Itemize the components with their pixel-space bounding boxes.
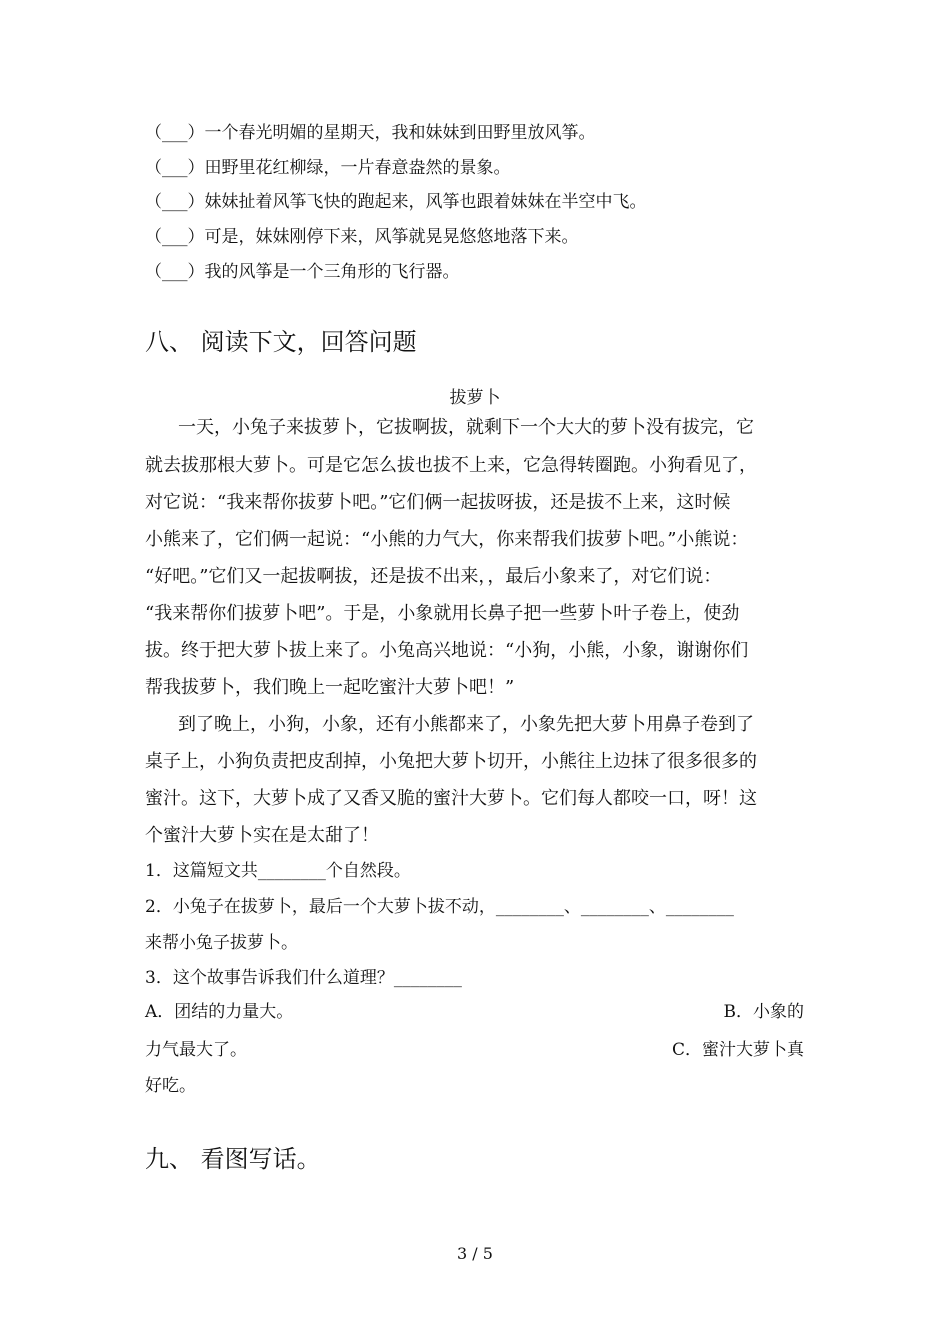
question-2-continued: 来帮小兔子拔萝卜。 — [145, 933, 298, 953]
order-item-5: （___）我的风筝是一个三角形的飞行器。 — [145, 262, 460, 282]
page-number: 3 / 5 — [457, 1244, 493, 1263]
section-9-heading: 九、 看图写话。 — [145, 1145, 321, 1173]
story-title: 拔萝卜 — [449, 388, 501, 408]
option-c: C．蜜汁大萝卜真 — [671, 1040, 804, 1060]
order-item-1: （___）一个春光明媚的星期天，我和妹妹到田野里放风筝。 — [145, 123, 596, 143]
question-1: 1．这篇短文共________个自然段。 — [145, 861, 411, 881]
story-line: “好吧。”它们又一起拔啊拔，还是拔不出来，，最后小象来了，对它们说： — [145, 566, 722, 587]
story-line: 到了晚上，小狗，小象，还有小熊都来了，小象先把大萝卜用鼻子卷到了 — [178, 714, 754, 735]
story-line: 对它说：“我来帮你拔萝卜吧。”它们俩一起拔呀拔，还是拔不上来，这时候 — [145, 492, 731, 513]
story-line: 就去拔那根大萝卜。可是它怎么拔也拔不上来，它急得转圈跑。小狗看见了， — [145, 455, 757, 476]
section-8-heading: 八、 阅读下文，回答问题 — [145, 328, 417, 356]
option-b-continued: 力气最大了。 — [145, 1040, 247, 1060]
option-b: B．小象的 — [723, 1002, 804, 1022]
story-line: 蜜汁。这下，大萝卜成了又香又脆的蜜汁大萝卜。它们每人都咬一口，呀！这 — [145, 788, 757, 809]
option-a: A．团结的力量大。 — [145, 1002, 294, 1022]
story-line: 拔。终于把大萝卜拔上来了。小兔高兴地说：“小狗，小熊，小象，谢谢你们 — [145, 640, 749, 661]
story-line: 小熊来了，它们俩一起说：“小熊的力气大，你来帮我们拔萝卜吧。”小熊说： — [145, 529, 749, 550]
story-line: “我来帮你们拔萝卜吧”。于是，小象就用长鼻子把一些萝卜叶子卷上，使劲 — [145, 603, 740, 624]
order-item-3: （___）妹妹扯着风筝飞快的跑起来，风筝也跟着妹妹在半空中飞。 — [145, 192, 647, 212]
story-line: 桌子上，小狗负责把皮刮掉，小兔把大萝卜切开，小熊往上边抹了很多很多的 — [145, 751, 757, 772]
option-c-continued: 好吃。 — [145, 1076, 196, 1096]
order-item-4: （___）可是，妹妹刚停下来，风筝就晃晃悠悠地落下来。 — [145, 227, 579, 247]
story-line: 帮我拔萝卜，我们晚上一起吃蜜汁大萝卜吧！” — [145, 677, 515, 698]
order-item-2: （___）田野里花红柳绿，一片春意盎然的景象。 — [145, 158, 511, 178]
story-line: 个蜜汁大萝卜实在是太甜了！ — [145, 825, 379, 846]
story-line: 一天，小兔子来拔萝卜，它拔啊拔，就剩下一个大大的萝卜没有拔完，它 — [178, 417, 754, 438]
question-2: 2．小兔子在拔萝卜，最后一个大萝卜拔不动，________、________、________ — [145, 897, 734, 917]
question-3: 3．这个故事告诉我们什么道理？________ — [145, 968, 462, 988]
